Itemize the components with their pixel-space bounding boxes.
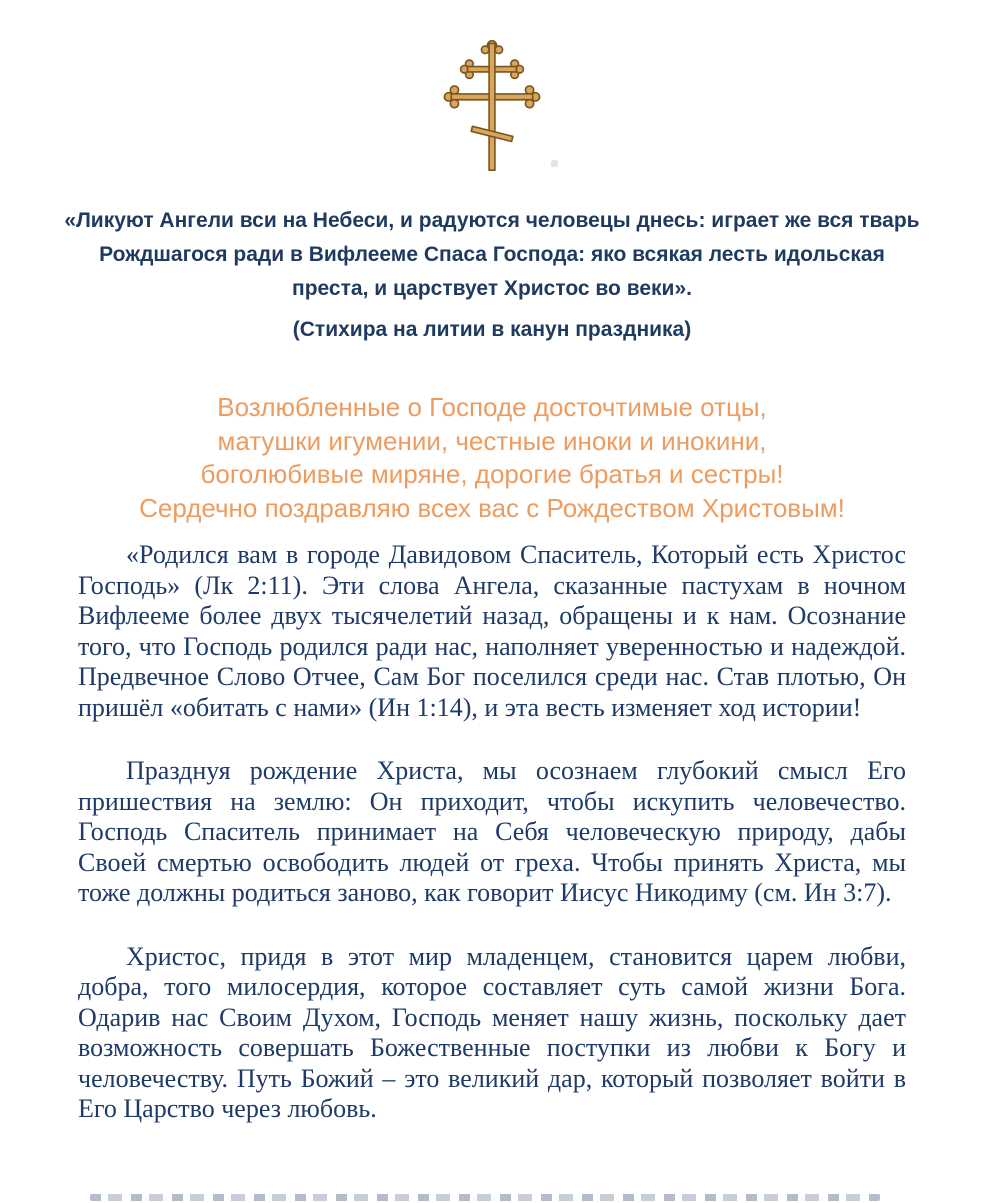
epigraph-line: «Ликуют Ангели вси на Небеси, и радуются человецы днесь: играет же вся тварь [64,209,920,232]
orthodox-cross-icon [0,38,984,172]
cropped-next-line [90,1194,880,1201]
greeting-block [0,391,984,525]
epigraph-attribution: (Стихира на литии в канун праздника) [292,318,692,341]
body-paragraph-3: Христос, придя в этот мир младенцем, становится царем любви, добра, того милосердия, которое составляет суть самой жизни Бога. Одарив нас Своим Духом, Господь меняет нашу жизнь, поскольку дает возможность совершать Божественные поступки из любви к Богу и человечеству. Путь Божий – это великий дар, который позволяет войти в Его Царство через любовь. [78,941,906,1123]
greeting-line: боголюбивые миряне, дорогие братья и сестры! [200,459,784,489]
faint-artifact-dot [551,160,558,167]
body-paragraph-1: «Родился вам в городе Давидовом Спаситель, Который есть Христос Господь» (Лк 2:11). Эти слова Ангела, сказанные пастухам в ночном Вифлееме более двух тысячелетий назад, обращены и к нам. Осознание того, что Господь родился ради нас, наполняет уверенностью и надеждой. Предвечное Слово Отчее, Сам Бог поселился среди нас. Став плотью, Он пришёл «обитать с нами» (Ин 1:14), и эта весть изменяет ход истории! [78,540,906,722]
epigraph-line: преста, и царствует Христос во веки». [292,277,692,300]
greeting-line: матушки игумении, честные иноки и инокини, [217,425,767,456]
orthodox-cross-svg [441,38,543,172]
letter-body [78,540,906,1158]
epigraph-line: Рождшагося ради в Вифлееме Спаса Господа: яко всякая лесть идольская [99,243,885,266]
epigraph-quote [0,204,984,306]
greeting-line: Сердечно поздравляю всех вас с Рождеством Христовым! [139,492,845,523]
body-paragraph-2: Празднуя рождение Христа, мы осознаем глубокий смысл Его пришествия на землю: Он приходит, чтобы искупить человечество. Господь Спаситель принимает на Себя человеческую природу, дабы Своей смертью освободить людей от греха. Чтобы принять Христа, мы тоже должны родиться заново, как говорит Иисус Никодиму (см. Ин 3:7). [78,756,906,907]
greeting-line: Возлюбленные о Господе досточтимые отцы, [217,392,767,422]
